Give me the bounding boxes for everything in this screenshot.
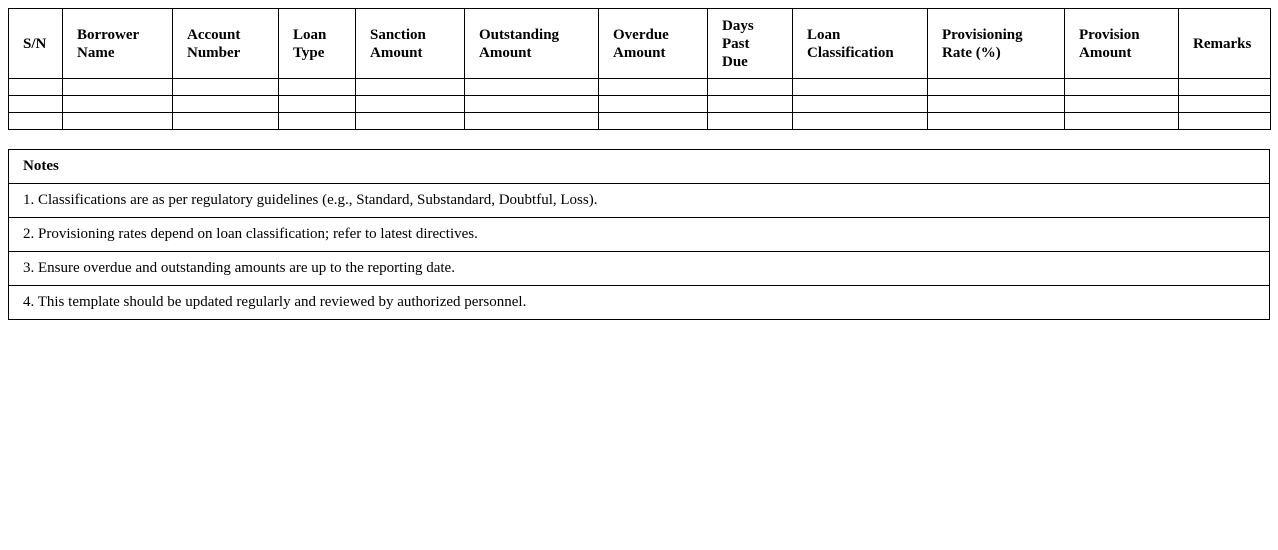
header-provisioning-rate: Provisioning Rate (%): [928, 9, 1065, 79]
table-cell: [173, 96, 279, 113]
header-outstanding-amount: Outstanding Amount: [465, 9, 599, 79]
table-cell: [1179, 113, 1271, 130]
table-cell: [279, 113, 356, 130]
table-cell: [599, 113, 708, 130]
table-cell: [1065, 79, 1179, 96]
table-cell: [173, 113, 279, 130]
notes-heading-row: [9, 150, 1270, 184]
table-cell: [793, 79, 928, 96]
note-item: 2. Provisioning rates depend on loan classification; refer to latest directives.: [9, 218, 1270, 252]
note-row: [9, 218, 1270, 252]
table-cell: [465, 79, 599, 96]
header-days-past-due: Days Past Due: [708, 9, 793, 79]
table-cell: [1179, 79, 1271, 96]
table-cell: [279, 79, 356, 96]
table-cell: [708, 96, 793, 113]
table-cell: [465, 113, 599, 130]
table-cell: [356, 96, 465, 113]
table-cell: [599, 96, 708, 113]
table-cell: [1065, 96, 1179, 113]
header-remarks: Remarks: [1179, 9, 1271, 79]
note-row: [9, 252, 1270, 286]
table-cell: [356, 79, 465, 96]
table-cell: [928, 96, 1065, 113]
table-row: [9, 96, 1271, 113]
header-borrower-name: Borrower Name: [63, 9, 173, 79]
table-cell: [9, 79, 63, 96]
note-row: [9, 286, 1270, 320]
header-loan-classification: Loan Classification: [793, 9, 928, 79]
table-cell: [63, 96, 173, 113]
table-cell: [599, 79, 708, 96]
table-cell: [1065, 113, 1179, 130]
table-cell: [928, 79, 1065, 96]
note-item: 1. Classifications are as per regulatory guidelines (e.g., Standard, Substandard, Doubtful, Loss).: [9, 184, 1270, 218]
table-cell: [356, 113, 465, 130]
table-row: [9, 79, 1271, 96]
note-item: 4. This template should be updated regularly and reviewed by authorized personnel.: [9, 286, 1270, 320]
header-loan-type: Loan Type: [279, 9, 356, 79]
note-row: [9, 184, 1270, 218]
table-cell: [465, 96, 599, 113]
loan-provisioning-table: [8, 8, 1271, 130]
header-provision-amount: Provision Amount: [1065, 9, 1179, 79]
header-sanction-amount: Sanction Amount: [356, 9, 465, 79]
table-cell: [1179, 96, 1271, 113]
table-cell: [63, 113, 173, 130]
table-cell: [9, 113, 63, 130]
header-sn: S/N: [9, 9, 63, 79]
table-cell: [708, 79, 793, 96]
table-cell: [9, 96, 63, 113]
table-cell: [928, 113, 1065, 130]
notes-heading: Notes: [9, 150, 1270, 184]
table-cell: [63, 79, 173, 96]
table-cell: [279, 96, 356, 113]
table-cell: [173, 79, 279, 96]
table-cell: [793, 96, 928, 113]
table-cell: [793, 113, 928, 130]
note-item: 3. Ensure overdue and outstanding amounts are up to the reporting date.: [9, 252, 1270, 286]
notes-table: [8, 149, 1270, 320]
header-account-number: Account Number: [173, 9, 279, 79]
table-cell: [708, 113, 793, 130]
header-overdue-amount: Overdue Amount: [599, 9, 708, 79]
table-header-row: [9, 9, 1271, 79]
table-row: [9, 113, 1271, 130]
